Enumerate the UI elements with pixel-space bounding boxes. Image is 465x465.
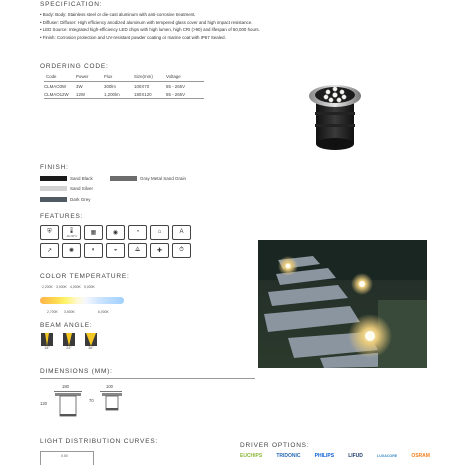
- product-image: [302, 78, 368, 154]
- light-tilt-icon: ↗: [40, 243, 59, 258]
- lumen-output-icon: ✺: [62, 243, 81, 258]
- dim-small-width-line: [100, 391, 122, 392]
- ip-rating-icon: ⛨: [40, 225, 59, 240]
- dimmable-icon: ◐: [84, 243, 103, 258]
- finish-label: Sand Silver: [70, 186, 94, 191]
- dim-large-width-line: [54, 391, 82, 392]
- finish-swatch-gray-metal: [110, 176, 186, 181]
- color-temp-tick: 3,000K: [56, 285, 67, 289]
- color-temp-bar: [40, 297, 124, 304]
- beam-label: 24°: [66, 346, 72, 350]
- dim-small-drawing: [102, 393, 122, 411]
- features-heading: FEATURES:: [40, 213, 84, 220]
- finish-label: Dark Grey: [70, 197, 91, 202]
- color-temp-tick: 3,500K: [64, 310, 75, 314]
- spec-line-led-source: • LED Source: Integrated high-efficiency LED chips with high lumen, high CRI (>90) and lifespan of 50,000 hours.: [40, 27, 260, 33]
- color-temp-tick: 4,000K: [70, 285, 81, 289]
- power-factor-icon: ◔: [128, 225, 147, 240]
- lifud-logo: LIFUD: [348, 453, 363, 459]
- spec-line-diffuser: • Diffuser: Diffuser: High efficiency anodized aluminum with tempered glass cover and high impact resistance.: [40, 19, 253, 25]
- beam-heading: BEAM ANGLE:: [40, 322, 93, 329]
- table-cell: 3W: [76, 83, 83, 89]
- led-chip-icon: ▦: [84, 225, 103, 240]
- luxacore-logo: LUXACORE: [377, 454, 398, 458]
- ordering-table: [44, 72, 204, 99]
- driver-heading: DRIVER OPTIONS:: [240, 442, 310, 449]
- dim-large-drawing: [55, 393, 81, 417]
- table-cell: 300lm: [104, 83, 116, 89]
- features-grid: [40, 225, 191, 258]
- philips-logo: PHILIPS: [314, 453, 335, 459]
- installation-photo: [258, 240, 427, 368]
- finish-swatch-sand-silver: [40, 186, 93, 191]
- driver-icon: ◉: [106, 225, 125, 240]
- euchips-logo: EUCHIPS: [240, 453, 263, 459]
- color-temp-tick: 2,200K: [42, 285, 53, 289]
- beam-label: 15°: [44, 346, 50, 350]
- table-cell: 100X70: [134, 83, 150, 89]
- color-temp-tick: 5,000K: [84, 285, 95, 289]
- cri-icon: ◒: [106, 243, 125, 258]
- table-cell: CLMAO12W: [44, 90, 76, 99]
- ordering-col-code: Code: [44, 72, 76, 82]
- beam-angle-15: [41, 333, 53, 350]
- beam-cone-graphic: [41, 333, 53, 346]
- finish-swatch-dark-grey: [40, 197, 91, 202]
- osram-logo: OSRAM: [411, 453, 430, 459]
- housing-icon: ⌂: [150, 225, 169, 240]
- energy-class-icon: A: [172, 225, 191, 240]
- swatch-color: [40, 197, 67, 202]
- ordering-header-row: [44, 72, 204, 82]
- spec-line-body: • Body: Body: Stainless steel or die-cast aluminum with anti-corrosive treatment.: [40, 12, 196, 17]
- ordering-col-voltage: Voltage: [166, 72, 204, 82]
- swatch-color: [40, 176, 67, 181]
- color-temp-heading: COLOR TEMPERATURE:: [40, 273, 130, 280]
- color-temp-tick: 6,000K: [98, 310, 109, 314]
- beam-angle-36: [85, 333, 97, 350]
- beam-label: 36°: [88, 346, 94, 350]
- dimension-rule: [40, 378, 255, 379]
- beam-cone-graphic: [85, 333, 97, 346]
- dim-small-height: 70: [89, 398, 94, 403]
- finish-heading: FINISH:: [40, 164, 69, 171]
- lifespan-icon: ⏱: [172, 243, 191, 258]
- tridonic-logo: TRIDONIC: [276, 453, 301, 459]
- warranty-icon: ✚: [150, 243, 169, 258]
- spec-line-finish: • Finish: Corrosion protection and UV-resistant powder coating or marine coat with IP67 Sealed.: [40, 34, 226, 40]
- table-row: [44, 82, 204, 91]
- finish-swatch-sand-black: [40, 176, 93, 181]
- driver-logos: [240, 453, 430, 459]
- curves-graph-box: [40, 451, 94, 465]
- swatch-color: [40, 186, 67, 191]
- dim-large-height: 120: [40, 401, 47, 406]
- curves-scale-label: 0.00: [61, 454, 68, 458]
- table-cell: 1,200lm: [104, 90, 134, 99]
- ordering-col-flux: Flux: [104, 72, 134, 82]
- table-cell: 85 - 265V: [166, 90, 204, 99]
- table-cell: CLMAO3W: [44, 83, 67, 89]
- beam-cone-graphic: [63, 333, 75, 346]
- beam-angle-24: [63, 333, 75, 350]
- dimensions-heading: DIMENSIONS (MM):: [40, 368, 113, 375]
- beam-icon: ⟁: [128, 243, 147, 258]
- finish-label: Sand Black: [70, 176, 93, 181]
- swatch-color: [110, 176, 137, 181]
- temperature-range-icon: 🌡 -30~50°C: [62, 225, 81, 240]
- spec-heading: SPECIFICATION:: [40, 1, 103, 8]
- dim-large-width: 180: [62, 384, 69, 389]
- spec-list: [40, 11, 370, 41]
- ordering-col-size: Size(mm): [134, 72, 166, 82]
- finish-label: Gray Metal Sand Grain: [140, 176, 187, 181]
- dim-small-width: 100: [106, 384, 113, 389]
- table-row: [44, 90, 204, 99]
- table-cell: 85 - 265V: [166, 83, 186, 89]
- table-cell: 12W: [76, 90, 104, 99]
- curves-heading: LIGHT DISTRIBUTION CURVES:: [40, 438, 159, 445]
- table-cell: 180X120: [134, 90, 166, 99]
- ordering-col-power: Power: [76, 72, 104, 82]
- color-temp-tick: 2,700K: [47, 310, 58, 314]
- ordering-heading: ORDERING CODE:: [40, 63, 109, 70]
